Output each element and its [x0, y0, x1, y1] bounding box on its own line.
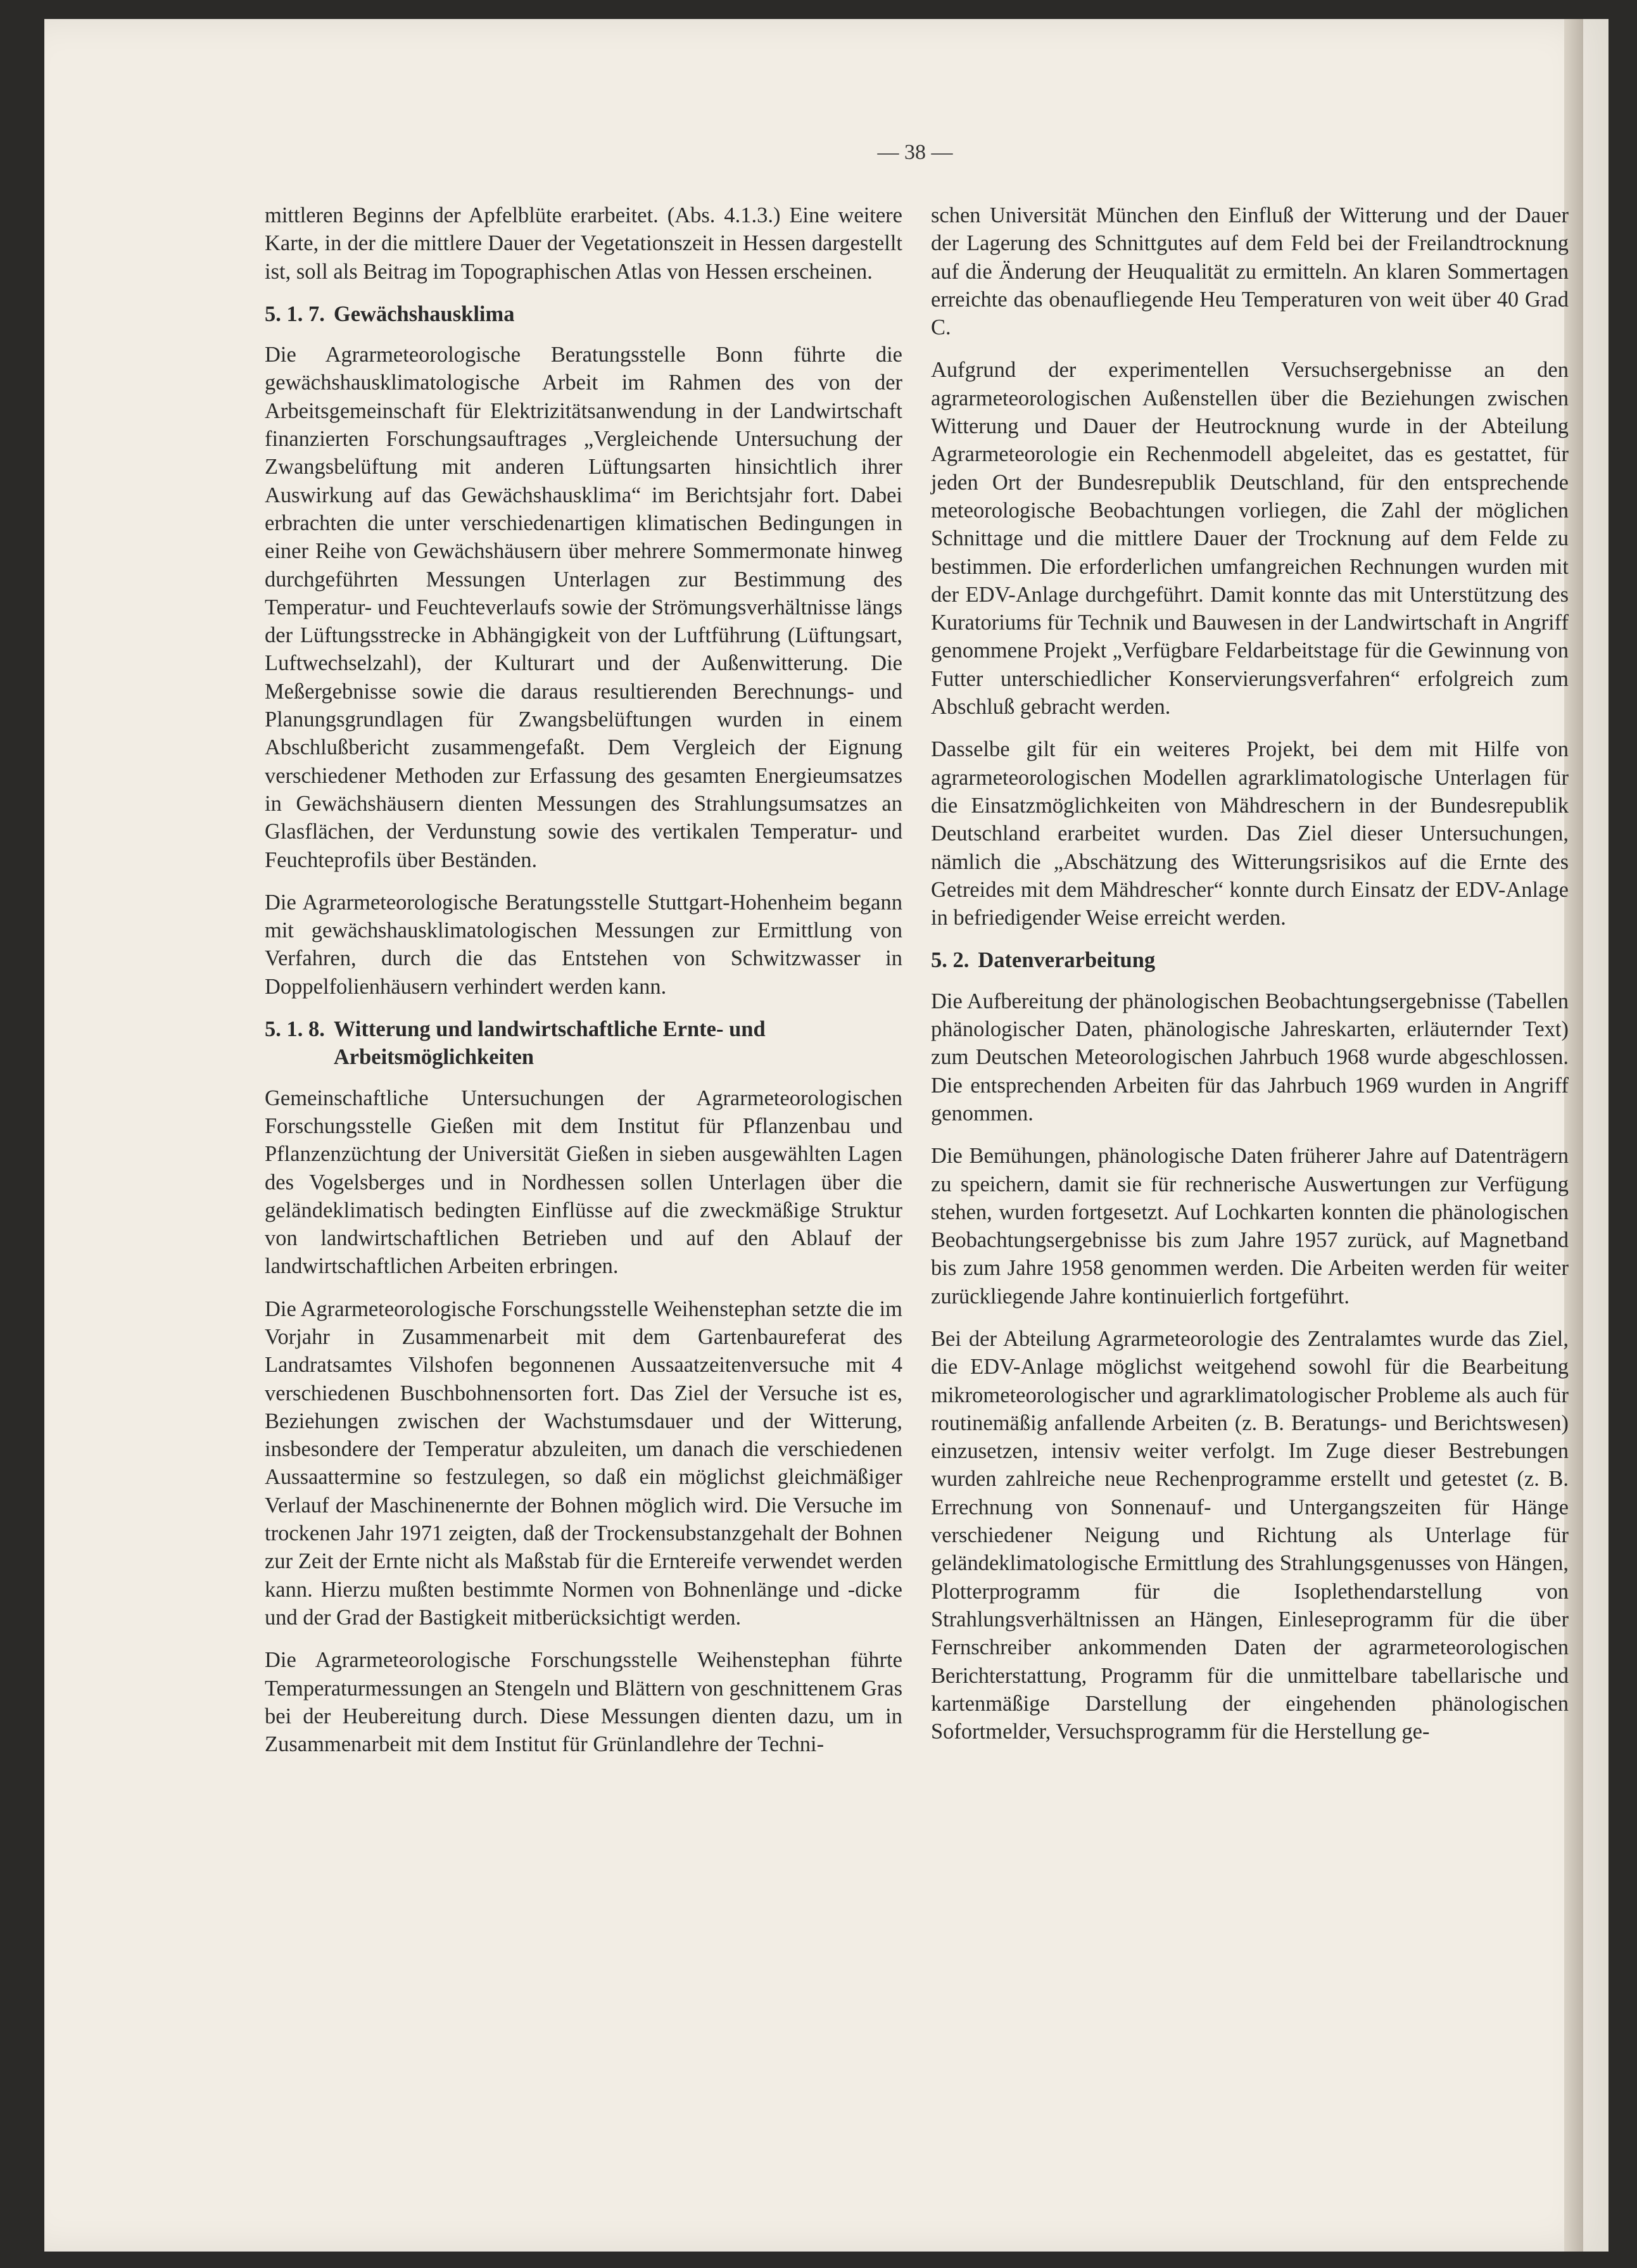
- section-number: 5. 1. 7.: [265, 301, 325, 326]
- page-number: — 38 —: [877, 141, 953, 164]
- left-column: [265, 201, 902, 1773]
- right-column: [931, 201, 1569, 1760]
- paragraph: Die Agrarmeteorologische Forschungsstelle Weihenstephan setzte die im Vorjahr in Zusammenarbeit mit dem Gartenbaureferat des Landratsamtes Vilshofen begonnenen Aussaatzeitenversuche mit 4 verschiedenen Buschbohnensorten fort. Das Ziel der Versuche ist es, Beziehungen zwischen der Wachstumsdauer und der Witterung, insbesondere der Temperatur abzuleiten, um danach die verschiedenen Aussaattermine so festzulegen, so daß ein möglichst gleichmäßiger Verlauf der Maschinenernte der Bohnen möglich wird. Die Versuche im trockenen Jahr 1971 zeigten, daß der Trockensubstanzgehalt der Bohnen zur Zeit der Ernte nicht als Maßstab für die Erntereife verwendet werden kann. Hierzu mußten bestimmte Normen von Bohnenlänge und -dicke und der Grad der Bastigkeit mitberücksichtigt werden.: [265, 1296, 902, 1630]
- section-number: 5. 1. 8.: [265, 1017, 325, 1042]
- section-number: 5. 2.: [931, 948, 970, 973]
- paragraph: Die Bemühungen, phänologische Daten früherer Jahre auf Datenträgern zu speichern, damit sie für rechnerische Auswertungen zur Verfügung stehen, wurden fortgesetzt. Auf Lochkarten konnten die phänologischen Beobachtungsergebnisse bis zum Jahre 1957 zurück, auf Magnetband bis zum Jahre 1958 genommen werden. Die Arbeiten werden für weiter zurückliegende Jahre kontinuierlich fortgeführt.: [931, 1144, 1569, 1308]
- paragraph: Gemeinschaftliche Untersuchungen der Agrarmeteorologischen Forschungsstelle Gießen mit dem Institut für Pflanzenbau und Pflanzenzüchtung der Universität Gießen in sieben ausgewählten Lagen des Vogelsberges und in Nordhessen sollen Unterlagen über die geländeklimatisch bedingten Einflüsse auf die zweckmäßige Struktur von landwirtschaftlichen Betrieben und auf den Ablauf der landwirtschaftlichen Arbeiten erbringen.: [265, 1086, 902, 1279]
- paragraph: Aufgrund der experimentellen Versuchsergebnisse an den agrarmeteorologischen Außenstellen über die Beziehungen zwischen Witterung und Dauer der Heutrocknung wurde in der Abteilung Agrarmeteorologie ein Rechenmodell abgeleitet, das es gestattet, für jeden Ort der Bundesrepublik Deutschland, für den entsprechende meteorologische Beobachtungen vorliegen, die Zahl der möglichen Schnittage und die mittlere Dauer der Trocknung auf dem Felde zu bestimmen. Die erforderlichen umfangreichen Rechnungen wurden mit der EDV-Anlage durchgeführt. Damit konnte das mit Unterstützung des Kuratoriums für Technik und Bauwesen in der Landwirtschaft in Angriff genommene Projekt „Verfügbare Feldarbeitstage für die Gewinnung von Futter unterschiedlicher Konservierungsverfahren“ erfolgreich zum Abschluß gebracht werden.: [931, 358, 1569, 719]
- paragraph: Die Agrarmeteorologische Forschungsstelle Weihenstephan führte Temperaturmessungen an Stengeln und Blättern von geschnittenem Gras bei der Heubereitung durch. Diese Messungen dienten dazu, um in Zusammenarbeit mit dem Institut für Grünlandlehre der Techni-: [265, 1648, 902, 1757]
- paragraph: Die Agrarmeteorologische Beratungsstelle Stuttgart-Hohenheim begann mit gewächshausklimatologischen Messungen zur Ermittlung von Verfahren, durch die das Entstehen von Schwitzwasser in Doppelfolienhäusern verhindert werden kann.: [265, 890, 902, 999]
- paragraph: Die Agrarmeteorologische Beratungsstelle Bonn führte die gewächshausklimatologische Arbeit im Rahmen des von der Arbeitsgemeinschaft für Elektrizitätsanwendung in der Landwirtschaft finanzierten Forschungsauftrages „Vergleichende Untersuchung der Zwangsbelüftung mit anderen Lüftungsarten hinsichtlich ihrer Auswirkung auf das Gewächshausklima“ im Berichtsjahr fort. Dabei erbrachten die unter verschiedenartigen klimatischen Bedingungen in einer Reihe von Gewächshäusern über mehrere Sommermonate hinweg durchgeführten Messungen Unterlagen zur Bestimmung des Temperatur- und Feuchteverlaufs sowie der Strömungsverhältnisse längs der Lüftungsstrecke in Abhängigkeit von der Luftführung (Lüftungsart, Luftwechselzahl), der Kulturart und der Außenwitterung. Die Meßergebnisse sowie die daraus resultierenden Berechnungs- und Planungsgrundlagen für Zwangsbelüftungen wurden in einem Abschlußbericht zusammengefaßt. Dem Vergleich der Eignung verschiedener Methoden zur Erfassung des gesamten Energieumsatzes in Gewächshäusern dienten Messungen des Strahlungsumsatzes an Glasflächen, der Verdunstung sowie des vertikalen Temperatur- und Feuchteprofils über Beständen.: [265, 343, 902, 872]
- paragraph: Dasselbe gilt für ein weiteres Projekt, bei dem mit Hilfe von agrarmeteorologischen Modellen agrarklimatologische Unterlagen für die Einsatzmöglichkeiten von Mähdreschern in der Bundesrepublik Deutschland erarbeitet wurden. Das Ziel dieser Untersuchungen, nämlich die „Abschätzung des Witterungsrisikos auf die Ernte des Getreides mit dem Mähdrescher“ konnte durch Einsatz der EDV-Anlage in befriedigender Weise erreicht werden.: [931, 737, 1569, 930]
- paragraph: Bei der Abteilung Agrarmeteorologie des Zentralamtes wurde das Ziel, die EDV-Anlage möglichst weitgehend sowohl für die Bearbeitung mikrometeorologischer und agrarklimatologischer Probleme als auch für routinemäßig anfallende Arbeiten (z. B. Beratungs- und Berichtswesen) einzusetzen, intensiv weiter verfolgt. Im Zuge dieser Bestrebungen wurden zahlreiche neue Rechenprogramme erstellt und getestet (z. B. Errechnung von Sonnenauf- und Untergangszeiten für Hänge verschiedener Neigung und Richtung als Unterlage für geländeklimatologische Ermittlung des Strahlungsgenusses von Hängen, Plotterprogramm für die Isoplethendarstellung von Strahlungsverhältnissen an Hängen, Einleseprogramm für die über Fernschreiber ankommenden Daten der agrarmeteorologischen Berichterstattung, Programm für die unmittelbare tabellarische und kartenmäßige Darstellung der eingehenden phänologischen Sofortmelder, Versuchsprogramm für die Herstellung ge-: [931, 1326, 1569, 1744]
- section-title: Witterung und landwirtschaftliche Ernte- und Arbeitsmöglichkeiten: [333, 1017, 766, 1070]
- section-heading-5-1-8: [265, 1015, 902, 1072]
- section-heading-5-2: [931, 946, 1569, 974]
- paragraph: schen Universität München den Einfluß der Witterung und der Dauer der Lagerung des Schnittgutes auf dem Feld bei der Freilandtrocknung auf die Änderung der Heuqualität zu ermitteln. An klaren Sommertagen erreichte das obenaufliegende Heu Temperaturen von weit über 40 Grad C.: [931, 203, 1569, 340]
- paragraph: Die Aufbereitung der phänologischen Beobachtungsergebnisse (Tabellen phänologischer Daten, phänologische Jahreskarten, erläuternder Text) zum Deutschen Meteorologischen Jahrbuch 1968 wurde abgeschlossen. Die entsprechenden Arbeiten für das Jahrbuch 1969 wurden in Angriff genommen.: [931, 989, 1569, 1125]
- paragraph: mittleren Beginns der Apfelblüte erarbeitet. (Abs. 4.1.3.) Eine weitere Karte, in der die mittlere Dauer der Vegetationszeit in Hessen dargestellt ist, soll als Beitrag im Topographischen Atlas von Hessen erscheinen.: [265, 203, 902, 284]
- section-heading-5-1-7: [265, 300, 902, 328]
- section-title: Gewächshausklima: [333, 301, 515, 326]
- section-title: Datenverarbeitung: [978, 948, 1156, 973]
